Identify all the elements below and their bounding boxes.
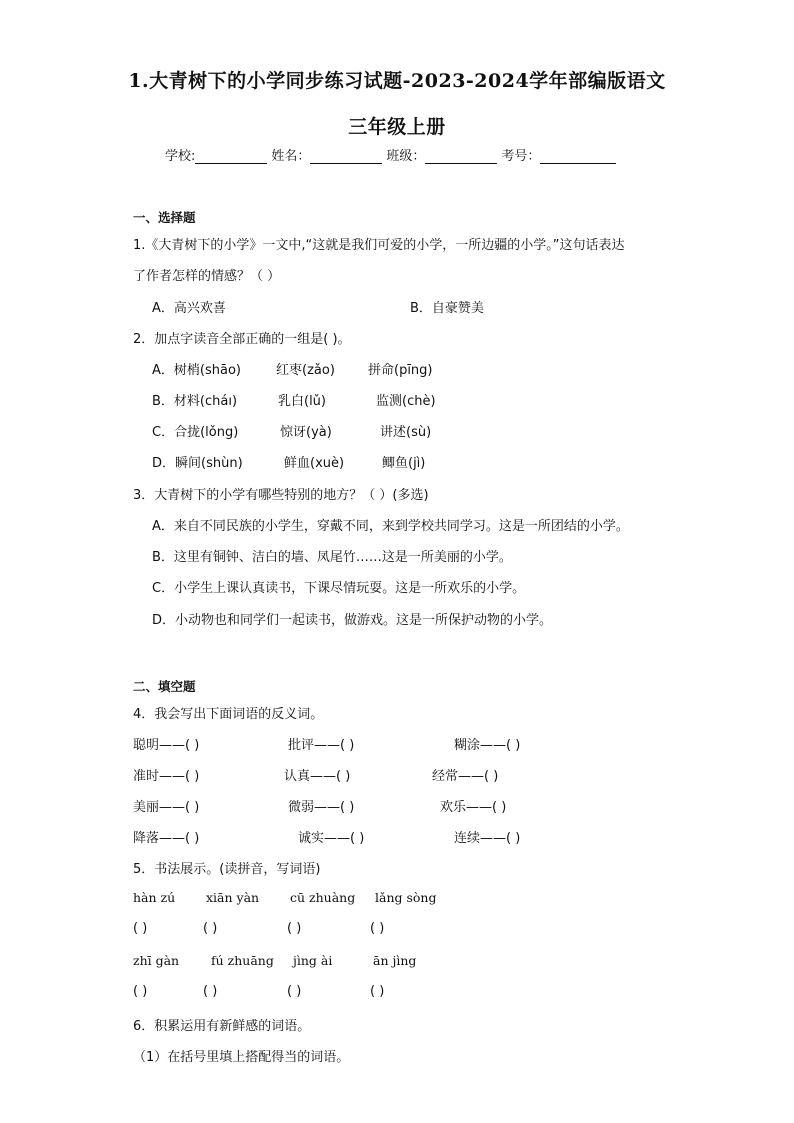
q3-stem: 3．大青树下的小学有哪些特别的地方？（ ）(多选) [133,488,429,503]
q2-d-word3: 鲫鱼(jì) [382,456,426,471]
class-blank [425,150,497,164]
q5-answer-blank: ( ) [203,984,218,999]
q3-option-c: C．小学生上课认真读书，下课尽情玩耍。这是一所欢乐的小学。 [152,581,526,596]
q5-answer-blank: ( ) [203,921,218,936]
q5-answer-blank: ( ) [370,921,385,936]
q2-b-word2: 乳白(lǔ) [278,394,326,409]
q5-answer-blank: ( ) [133,921,148,936]
q2-a-word3: 拼命(pīng) [368,363,433,378]
q4-item: 美丽——( ) [133,800,200,815]
q4-item: 糊涂——( ) [454,738,521,753]
q5-pinyin: jìng ài [293,953,333,968]
q6-stem: 6．积累运用有新鲜感的词语。 [133,1019,311,1034]
q2-d-word2: 鲜血(xuè) [284,456,345,471]
q4-item: 微弱——( ) [288,800,355,815]
q4-stem: 4．我会写出下面词语的反义词。 [133,707,324,722]
name-blank [310,150,382,164]
school-blank [195,150,267,164]
section-heading-fill: 二、填空题 [133,679,196,694]
q5-pinyin: xiān yàn [206,890,260,905]
q1-stem-cont: 了作者怎样的情感？（ ） [133,269,281,284]
q5-answer-blank: ( ) [287,921,302,936]
q4-item: 欢乐——( ) [440,800,507,815]
page-subtitle: 三年级上册 [348,116,446,138]
exam-number-blank [540,150,616,164]
q2-c-word2: 惊讶(yà) [280,425,332,440]
q5-stem: 5．书法展示。(读拼音，写词语) [133,862,321,877]
student-info-row [165,145,618,164]
q4-item: 认真——( ) [284,769,351,784]
q1-stem: 1.《大青树下的小学》一文中,“这就是我们可爱的小学，一所边疆的小学。”这句话表达 [133,238,625,253]
q2-b-word1: B．材料(cháı) [152,394,238,409]
q5-pinyin: ān jìng [373,953,417,968]
q4-item: 聪明——( ) [133,738,200,753]
q1-option-b: B．自豪赞美 [410,301,484,316]
q2-d-word1: D．瞬间(shùn) [152,456,243,471]
section-heading-choice: 一、选择题 [133,210,196,225]
q5-pinyin: cū zhuàng [290,890,356,905]
q2-b-word3: 监测(chè) [376,394,436,409]
q2-a-word1: A．树梢(shāo) [152,363,241,378]
q4-item: 批评——( ) [288,738,355,753]
q4-item: 经常——( ) [432,769,499,784]
q2-a-word2: 红枣(zǎo) [276,363,335,378]
q5-pinyin: lǎng sòng [375,890,437,905]
q2-stem: 2．加点字读音全部正确的一组是( )。 [133,332,351,347]
q5-answer-blank: ( ) [287,984,302,999]
q4-item: 连续——( ) [454,831,521,846]
q6-sub1: （1）在括号里填上搭配得当的词语。 [133,1050,350,1065]
q5-pinyin: fú zhuāng [211,953,274,968]
q4-item: 降落——( ) [133,831,200,846]
q3-option-b: B．这里有铜钟、洁白的墙、凤尾竹……这是一所美丽的小学。 [152,550,512,565]
q5-pinyin: hàn zú [133,890,176,905]
name-label: 姓名： [271,149,311,164]
q4-item: 准时——( ) [133,769,200,784]
q2-c-word3: 讲述(sù) [380,425,432,440]
q5-answer-blank: ( ) [370,984,385,999]
q4-item: 诚实——( ) [298,831,365,846]
exam-number-label: 考号： [501,149,541,164]
class-label: 班级： [386,149,426,164]
q2-c-word1: C．合拢(lǒng) [152,425,239,440]
q5-answer-blank: ( ) [133,984,148,999]
q1-option-a: A．高兴欢喜 [152,301,226,316]
q3-option-a: A．来自不同民族的小学生，穿戴不同，来到学校共同学习。这是一所团结的小学。 [152,519,629,534]
school-label: 学校: [165,149,196,164]
q5-pinyin: zhī gàn [133,953,180,968]
q3-option-d: D．小动物也和同学们一起读书，做游戏。这是一所保护动物的小学。 [152,613,553,628]
page-title: 1.大青树下的小学同步练习试题-2023-2024学年部编版语文 [128,70,666,92]
